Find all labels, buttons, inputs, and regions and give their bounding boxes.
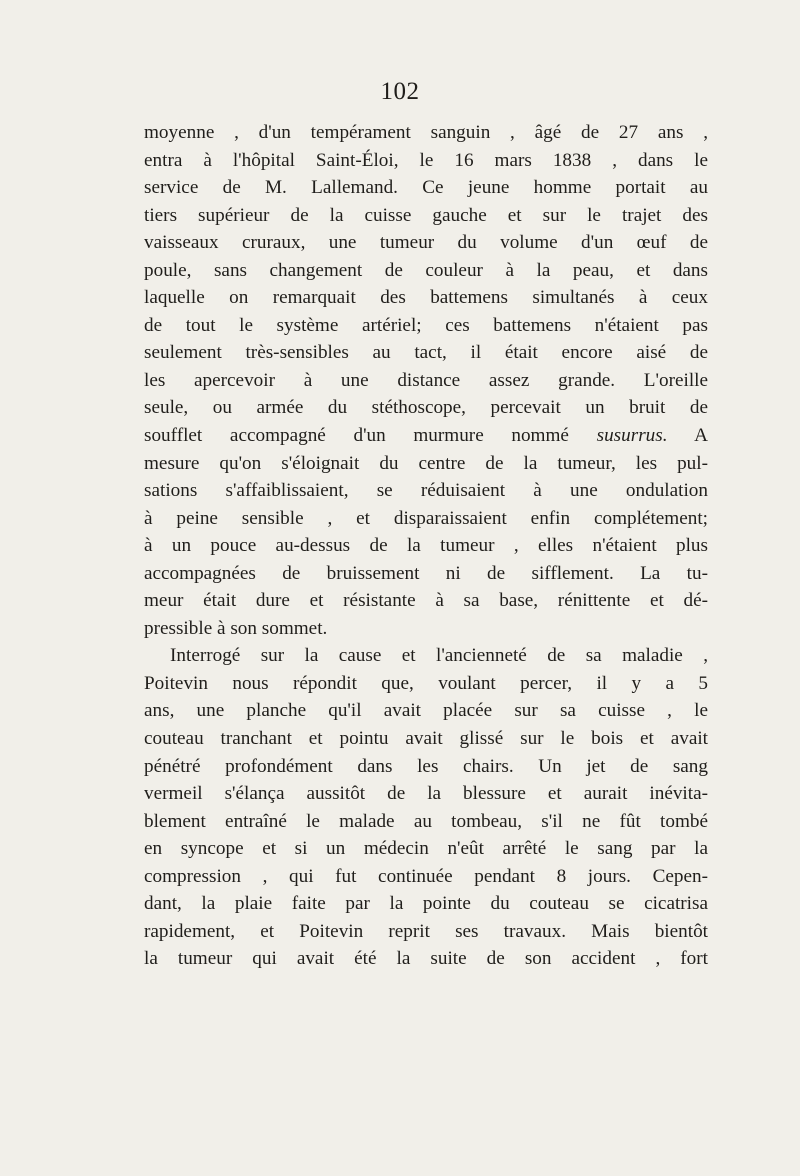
text-line: entra à l'hôpital Saint-Éloi, le 16 mars 1838 , dans le [144, 149, 708, 171]
text-line: seulement très-sensibles au tact, il était encore aisé de [144, 342, 708, 364]
text-line-paragraph-end: pressible à son sommet. [144, 617, 328, 639]
text-line: seule, ou armée du stéthoscope, percevait un bruit de [144, 397, 708, 419]
text-line-paragraph-start: Interrogé sur la cause et l'ancienneté de sa maladie , [170, 645, 708, 667]
body-text [144, 119, 708, 973]
page-number: 102 [380, 78, 420, 105]
text-line: blement entraîné le malade au tombeau, s'il ne fût tombé [144, 810, 708, 832]
text-line: dant, la plaie faite par la pointe du couteau se cicatrisa [144, 893, 708, 915]
text-line: moyenne , d'un tempérament sanguin , âgé de 27 ans , [144, 122, 708, 143]
text-line: meur était dure et résistante à sa base, rénittente et dé- [144, 590, 708, 612]
text-line: les apercevoir à une distance assez grande. L'oreille [144, 369, 708, 391]
text-line: accompagnées de bruissement ni de sifflement. La tu- [144, 562, 708, 584]
text-line: à peine sensible , et disparaissaient enfin complétement; [144, 507, 708, 529]
text-line: service de M. Lallemand. Ce jeune homme portait au [144, 177, 708, 199]
text-line: vaisseaux cruraux, une tumeur du volume d'un œuf de [144, 232, 708, 254]
text-line: Poitevin nous répondit que, voulant percer, il y a 5 [144, 672, 708, 694]
italic-term: susurrus. [596, 425, 668, 447]
text-line: de tout le système artériel; ces battemens n'étaient pas [144, 314, 708, 336]
text-line: pénétré profondément dans les chairs. Un jet de sang [144, 755, 708, 777]
line-tail: A [694, 425, 708, 447]
text-line: vermeil s'élança aussitôt de la blessure et aurait inévita- [144, 783, 708, 805]
line-text: soufflet accompagné d'un murmure nommé [144, 425, 569, 447]
text-line: mesure qu'on s'éloignait du centre de la tumeur, les pul- [144, 452, 708, 474]
text-line: couteau tranchant et pointu avait glissé sur le bois et avait [144, 728, 708, 750]
text-line: tiers supérieur de la cuisse gauche et sur le trajet des [144, 204, 708, 226]
text-line: compression , qui fut continuée pendant 8 jours. Cepen- [144, 865, 708, 887]
text-line: en syncope et si un médecin n'eût arrêté le sang par la [144, 838, 708, 860]
text-line: rapidement, et Poitevin reprit ses travaux. Mais bientôt [144, 920, 708, 942]
text-line-with-italic [144, 422, 708, 450]
text-line: sations s'affaiblissaient, se réduisaient à une ondulation [144, 480, 708, 502]
text-line: laquelle on remarquait des battemens simultanés à ceux [144, 287, 708, 309]
text-line: poule, sans changement de couleur à la peau, et dans [144, 259, 708, 281]
text-line: la tumeur qui avait été la suite de son accident , fort [144, 948, 708, 970]
text-line: à un pouce au-dessus de la tumeur , elles n'étaient plus [144, 535, 708, 557]
text-line: ans, une planche qu'il avait placée sur sa cuisse , le [144, 700, 708, 722]
